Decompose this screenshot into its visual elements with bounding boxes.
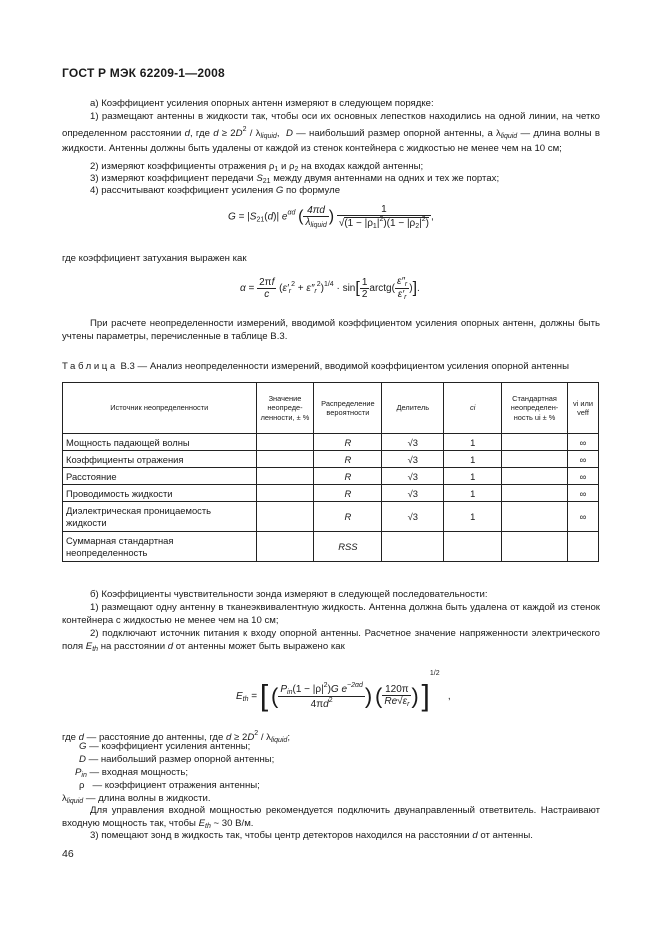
row-div: √3 <box>382 485 444 502</box>
uncertainty-table <box>62 382 599 562</box>
def-lambda: $\lambda_{liquid}$ — длина волны в жидкости. <box>62 793 211 805</box>
header-source: Источник неопределенности <box>63 383 257 434</box>
section-b-note: Для управления входной мощностью рекомендуется подключить двунаправленный ответвитель. Настраивают входную мощность так, чтобы $E_{th}$ ~ 30 В/м. <box>62 805 600 830</box>
row-dist: R <box>314 502 382 532</box>
eth-formula: $E_{th}$ = [ ( $\frac{P_{in}(1 - |\rho|^2)G e^{-2\alpha d}}{4\pi d^2}$ ) ( $\frac{120\pi}{Re√\varepsilon_r}$ ) ]$^{1/2}$ , <box>236 670 451 713</box>
row-div: √3 <box>382 468 444 485</box>
header-divisor: Делитель <box>382 383 444 434</box>
row-std <box>502 434 568 451</box>
table-row <box>63 502 599 532</box>
row-source: Диэлектрическая проницаемость жидкости <box>63 502 257 532</box>
section-a-intro: а) Коэффициент усиления опорных антенн измеряют в следующем порядке: <box>90 98 434 109</box>
section-b-intro: б) Коэффициенты чувствительности зонда измеряют в следующей последовательности: <box>90 589 488 600</box>
row-vi: ∞ <box>568 434 599 451</box>
section-b-step3: 3) помещают зонд в жидкость так, чтобы центр детекторов находился на расстоянии d от антенны. <box>90 830 533 841</box>
row-std <box>502 485 568 502</box>
row-ci: 1 <box>444 485 502 502</box>
row-value <box>256 434 314 451</box>
document-header: ГОСТ Р МЭК 62209-1—2008 <box>62 66 225 80</box>
row-vi: ∞ <box>568 468 599 485</box>
section-b-step2: 2) подключают источник питания к входу опорной антенны. Расчетное значение напряженности электрического поля $E_{th}$ на расстоянии d от антенны может быть выражено как <box>62 628 600 653</box>
table-row <box>63 485 599 502</box>
row-vi: ∞ <box>568 485 599 502</box>
section-a-note: При расчете неопределенности измерений, вводимой коэффициентом усиления опорных антенн, должны быть учтены параметры, перечисленные в таблице В.3. <box>62 318 600 342</box>
table-header-row <box>63 383 599 434</box>
row-div: √3 <box>382 502 444 532</box>
table-row <box>63 468 599 485</box>
row-ci: 1 <box>444 451 502 468</box>
row-source: Коэффициенты отражения <box>63 451 257 468</box>
table-row <box>63 451 599 468</box>
row-source: Мощность падающей волны <box>63 434 257 451</box>
section-a-step2: 2) измеряют коэффициенты отражения $\rho_1$ и $\rho_2$ на входах каждой антенны; <box>90 161 424 173</box>
gain-formula: $G = |S_{21}(d)|$ $e^{\alpha d}$ ( $\frac{4\pi d}{\lambda_{liquid}}$ ) $\frac{1}{√(1 - |\rho_1|^2)(1 - |\rho_2|^2)}$ , <box>228 204 434 230</box>
def-dd: D — наибольший размер опорной антенны; <box>79 754 275 765</box>
row-source: Проводимость жидкости <box>63 485 257 502</box>
row-div: √3 <box>382 434 444 451</box>
alpha-intro: где коэффициент затухания выражен как <box>62 253 247 264</box>
header-value: Значение неопреде-ленности, ± % <box>256 383 314 434</box>
header-distribution: Распределение вероятности <box>314 383 382 434</box>
row-dist: R <box>314 485 382 502</box>
table-caption: Таблица В.3 — Анализ неопределенности измерений, вводимой коэффициентом усиления опорной антенны <box>62 361 569 372</box>
row-std <box>502 502 568 532</box>
section-b-step1: 1) размещают одну антенну в тканеэквивалентную жидкость. Антенна должна быть удалена от каждой из стенок контейнера с жидкостью не менее чем на 10 см; <box>62 602 600 626</box>
def-pin: $P_{in}$ — входная мощность; <box>75 767 189 779</box>
row-value <box>256 485 314 502</box>
header-vi: vi или veff <box>568 383 599 434</box>
row-dist: R <box>314 451 382 468</box>
table-total-row <box>63 532 599 562</box>
row-value <box>256 468 314 485</box>
row-dist: R <box>314 434 382 451</box>
total-source: Суммарная стандартная неопределенность <box>63 532 257 562</box>
row-dist: R <box>314 468 382 485</box>
header-ci: ci <box>444 383 502 434</box>
row-ci: 1 <box>444 434 502 451</box>
row-div: √3 <box>382 451 444 468</box>
row-value <box>256 451 314 468</box>
row-value <box>256 502 314 532</box>
def-d: где d — расстояние до антенны, где $d \ge 2D^2 / \lambda_{liquid}$; <box>62 730 290 744</box>
section-a-step1: 1) размещают антенны в жидкости так, чтобы оси их основных лепестков находились на одной линии, на четко определенном расстоянии d, где $d \ge 2D^2 / \lambda_{liquid}$, D — наибольший размер опорной антенны, а $\lambda_{liquid}$ — длина волны в жидкости. Антенны должны быть удалены от каждой из стенок контейнера с жидкостью не менее чем на 10 см; <box>62 111 601 154</box>
header-std: Стандартная неопределен-ность ui ± % <box>502 383 568 434</box>
def-g: G — коэффициент усиления антенны; <box>79 741 251 752</box>
row-vi: ∞ <box>568 451 599 468</box>
page-number: 46 <box>62 848 74 860</box>
alpha-formula: α = $\frac{2\pi f}{c}$ $(\varepsilon'_r^2 + \varepsilon''_r^2)^{1/4} \cdot \sin$[ $\frac{1}{2}$ arctg( $\frac{\varepsilon''_r}{\varepsilon'_r}$ )]. <box>240 276 420 301</box>
row-source: Расстояние <box>63 468 257 485</box>
def-rho: ρ — коэффициент отражения антенны; <box>79 780 260 791</box>
section-a-step4: 4) рассчитывают коэффициент усиления G по формуле <box>90 185 341 196</box>
row-std <box>502 468 568 485</box>
row-ci: 1 <box>444 502 502 532</box>
section-a-step3: 3) измеряют коэффициент передачи $S_{21}$ между двумя антеннами на одних и тех же портах; <box>90 173 500 185</box>
row-vi: ∞ <box>568 502 599 532</box>
total-dist: RSS <box>314 532 382 562</box>
row-ci: 1 <box>444 468 502 485</box>
row-std <box>502 451 568 468</box>
table-row <box>63 434 599 451</box>
